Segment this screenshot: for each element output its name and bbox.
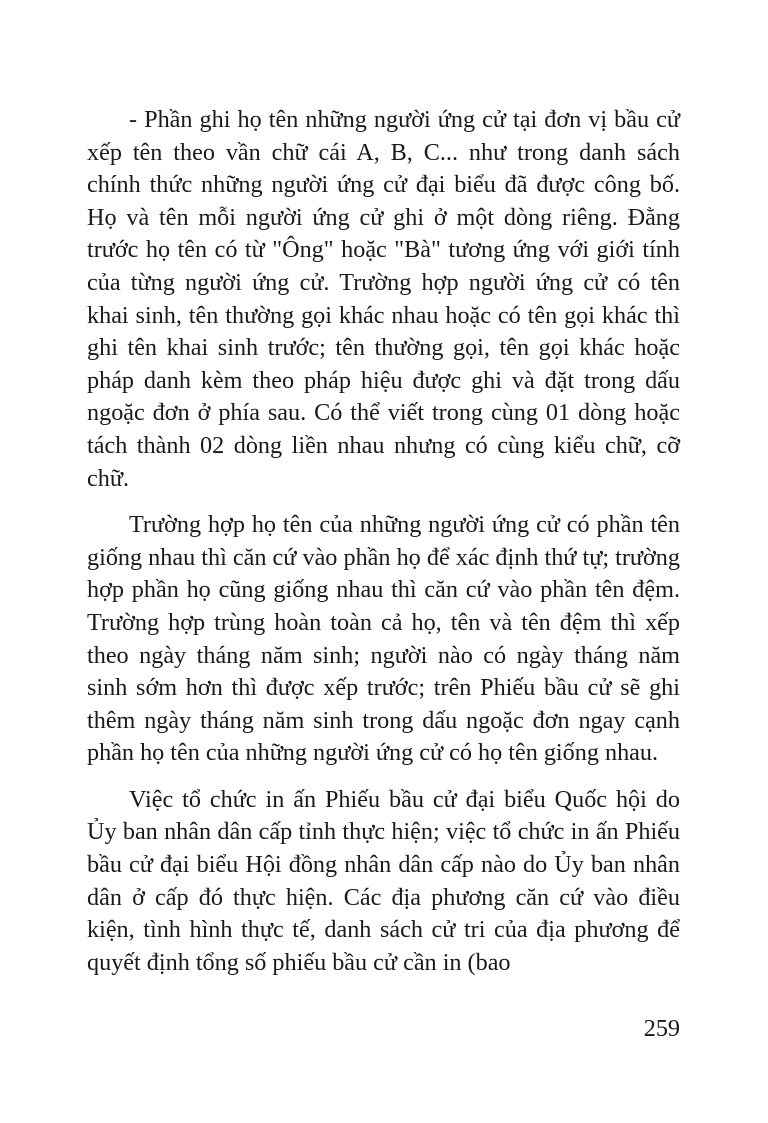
- paragraph-name-ordering: Trường hợp họ tên của những người ứng cử có phần tên giống nhau thì căn cứ vào phần họ để xác định thứ tự; trường hợp phần họ cũng giống nhau thì căn cứ vào phần tên đệm. Trường hợp trùng hoàn toàn cả họ, tên và tên đệm thì xếp theo ngày tháng năm sinh; người nào có ngày tháng năm sinh sớm hơn thì được xếp trước; trên Phiếu bầu cử sẽ ghi thêm ngày tháng năm sinh trong dấu ngoặc đơn ngay cạnh phần họ tên của những người ứng cử có họ tên giống nhau.: [87, 511, 680, 767]
- paragraph-ballot-printing: Việc tổ chức in ấn Phiếu bầu cử đại biểu Quốc hội do Ủy ban nhân dân cấp tỉnh thực hiện; việc tổ chức in ấn Phiếu bầu cử đại biểu Hội đồng nhân dân cấp nào do Ủy ban nhân dân ở cấp đó thực hiện. Các địa phương căn cứ vào điều kiện, tình hình thực tế, danh sách cử tri của địa phương để quyết định tổng số phiếu bầu cử cần in (bao: [87, 785, 680, 976]
- paragraph-candidate-names: - Phần ghi họ tên những người ứng cử tại đơn vị bầu cử xếp tên theo vần chữ cái A, B, C... như trong danh sách chính thức những người ứng cử đại biểu đã được công bố. Họ và tên mỗi người ứng cử ghi ở một dòng riêng. Đằng trước họ tên có từ "Ông" hoặc "Bà" tương ứng với giới tính của từng người ứng cử. Trường hợp người ứng cử có tên khai sinh, tên thường gọi khác nhau hoặc có tên gọi khác thì ghi tên khai sinh trước; tên thường gọi, tên gọi khác hoặc pháp danh kèm theo pháp hiệu được ghi và đặt trong dấu ngoặc đơn ở phía sau. Có thể viết trong cùng 01 dòng hoặc tách thành 02 dòng liền nhau nhưng có cùng kiểu chữ, cỡ chữ.: [87, 106, 680, 492]
- page-body: [87, 104, 680, 993]
- page-number: 259: [643, 1015, 680, 1042]
